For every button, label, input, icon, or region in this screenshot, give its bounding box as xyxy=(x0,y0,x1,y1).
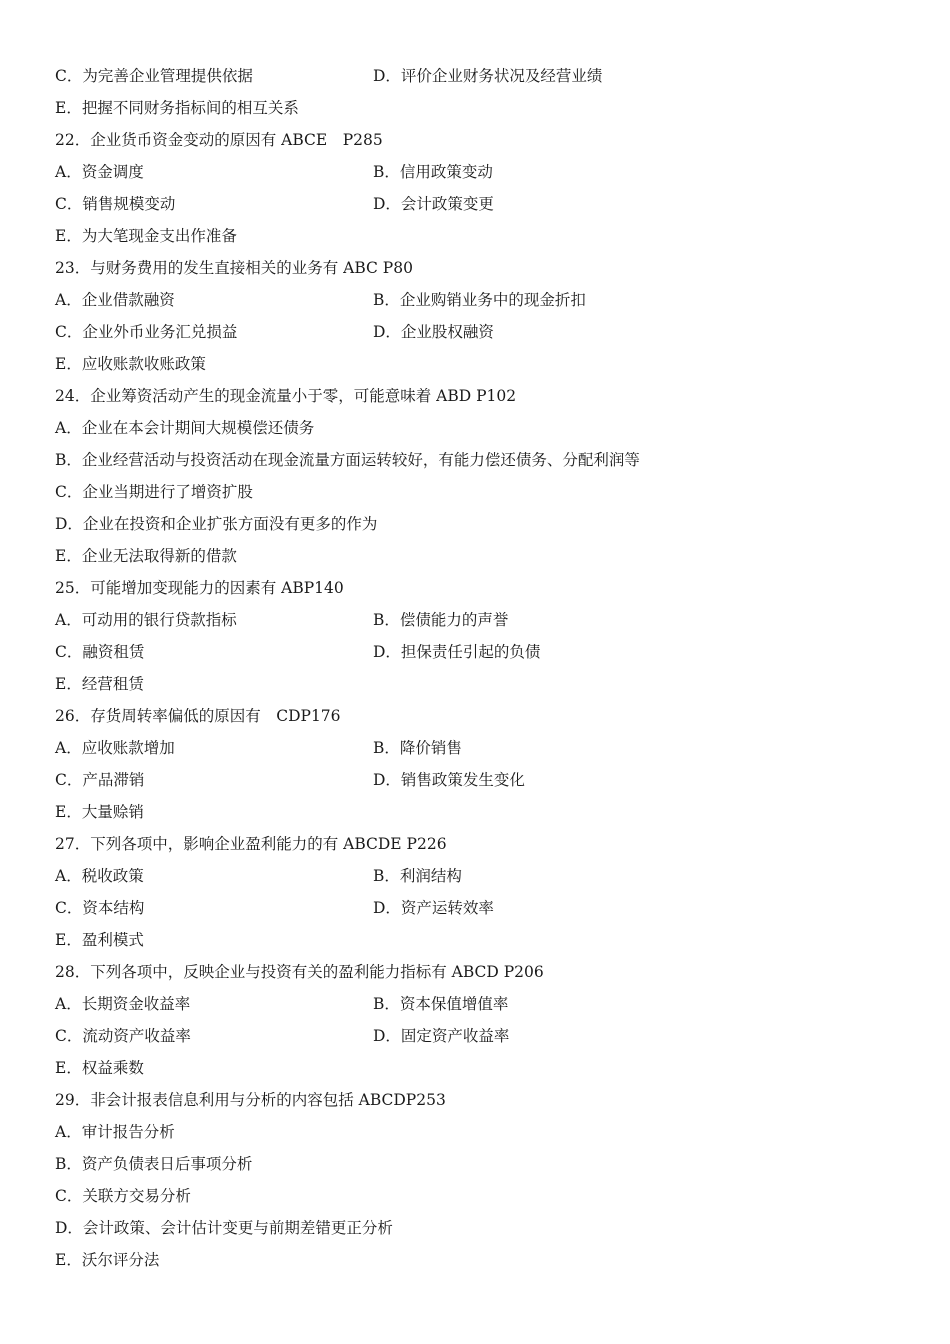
line-text-right: B．企业购销业务中的现金折扣 xyxy=(373,291,586,309)
text-line xyxy=(0,252,950,284)
line-text-right: B．降价销售 xyxy=(373,739,462,757)
line-text-left: 29．非会计报表信息利用与分析的内容包括 ABCDP253 xyxy=(55,1091,446,1109)
text-line xyxy=(0,380,950,412)
line-text-left: 24．企业筹资活动产生的现金流量小于零，可能意味着 ABD P102 xyxy=(55,387,517,405)
line-text-right: D．会计政策变更 xyxy=(373,195,494,213)
text-line xyxy=(0,1212,950,1244)
text-line xyxy=(0,412,950,444)
line-text-left: E．盈利模式 xyxy=(55,931,144,949)
line-text-left: A．企业在本会计期间大规模偿还债务 xyxy=(55,419,315,437)
line-text-left: 25．可能增加变现能力的因素有 ABP140 xyxy=(55,579,344,597)
line-text-right: B．偿债能力的声誉 xyxy=(373,611,509,629)
text-line xyxy=(0,604,950,636)
line-text-left: C．销售规模变动 xyxy=(55,195,176,213)
line-text-left: C．为完善企业管理提供依据 xyxy=(55,67,253,85)
text-line xyxy=(0,92,950,124)
text-line xyxy=(0,1020,950,1052)
line-text-left: 28．下列各项中，反映企业与投资有关的盈利能力指标有 ABCD P206 xyxy=(55,963,544,981)
text-line xyxy=(0,700,950,732)
line-text-right: B．利润结构 xyxy=(373,867,462,885)
text-line xyxy=(0,508,950,540)
line-text-left: A．资金调度 xyxy=(55,163,144,181)
text-line xyxy=(0,124,950,156)
text-line xyxy=(0,636,950,668)
line-text-left: 26．存货周转率偏低的原因有 CDP176 xyxy=(55,707,341,725)
document-body xyxy=(0,60,950,1276)
line-text-left: A．可动用的银行贷款指标 xyxy=(55,611,237,629)
text-line xyxy=(0,1084,950,1116)
text-line xyxy=(0,1148,950,1180)
line-text-right: D．担保责任引起的负债 xyxy=(373,643,541,661)
line-text-left: E．为大笔现金支出作准备 xyxy=(55,227,237,245)
line-text-left: E．应收账款收账政策 xyxy=(55,355,206,373)
line-text-left: E．经营租赁 xyxy=(55,675,144,693)
line-text-left: A．应收账款增加 xyxy=(55,739,175,757)
text-line xyxy=(0,540,950,572)
line-text-left: C．产品滞销 xyxy=(55,771,145,789)
line-text-left: 27．下列各项中，影响企业盈利能力的有 ABCDE P226 xyxy=(55,835,447,853)
line-text-left: B．企业经营活动与投资活动在现金流量方面运转较好，有能力偿还债务、分配利润等 xyxy=(55,451,640,469)
line-text-left: E．企业无法取得新的借款 xyxy=(55,547,237,565)
text-line xyxy=(0,476,950,508)
line-text-left: C．融资租赁 xyxy=(55,643,145,661)
text-line xyxy=(0,1052,950,1084)
text-line xyxy=(0,764,950,796)
line-text-left: C．企业外币业务汇兑损益 xyxy=(55,323,238,341)
text-line xyxy=(0,1244,950,1276)
line-text-right: D．固定资产收益率 xyxy=(373,1027,510,1045)
line-text-left: 22．企业货币资金变动的原因有 ABCE P285 xyxy=(55,131,383,149)
line-text-left: E．权益乘数 xyxy=(55,1059,144,1077)
text-line xyxy=(0,348,950,380)
text-line xyxy=(0,924,950,956)
line-text-left: E．沃尔评分法 xyxy=(55,1251,160,1269)
line-text-left: A．企业借款融资 xyxy=(55,291,175,309)
line-text-left: D．企业在投资和企业扩张方面没有更多的作为 xyxy=(55,515,378,533)
line-text-left: A．税收政策 xyxy=(55,867,144,885)
text-line xyxy=(0,988,950,1020)
line-text-left: 23．与财务费用的发生直接相关的业务有 ABC P80 xyxy=(55,259,413,277)
text-line xyxy=(0,732,950,764)
line-text-left: E．大量赊销 xyxy=(55,803,144,821)
text-line xyxy=(0,796,950,828)
text-line xyxy=(0,1180,950,1212)
text-line xyxy=(0,892,950,924)
line-text-left: C．资本结构 xyxy=(55,899,145,917)
text-line xyxy=(0,188,950,220)
line-text-left: C．企业当期进行了增资扩股 xyxy=(55,483,253,501)
text-line xyxy=(0,1116,950,1148)
line-text-right: D．企业股权融资 xyxy=(373,323,494,341)
text-line xyxy=(0,828,950,860)
line-text-left: C．关联方交易分析 xyxy=(55,1187,191,1205)
line-text-left: B．资产负债表日后事项分析 xyxy=(55,1155,253,1173)
text-line xyxy=(0,956,950,988)
text-line xyxy=(0,860,950,892)
text-line xyxy=(0,60,950,92)
line-text-right: B．资本保值增值率 xyxy=(373,995,509,1013)
line-text-left: C．流动资产收益率 xyxy=(55,1027,191,1045)
text-line xyxy=(0,220,950,252)
text-line xyxy=(0,572,950,604)
line-text-right: D．评价企业财务状况及经营业绩 xyxy=(373,67,603,85)
line-text-left: D．会计政策、会计估计变更与前期差错更正分析 xyxy=(55,1219,393,1237)
line-text-left: A．长期资金收益率 xyxy=(55,995,191,1013)
line-text-left: A．审计报告分析 xyxy=(55,1123,175,1141)
text-line xyxy=(0,444,950,476)
line-text-right: D．资产运转效率 xyxy=(373,899,494,917)
line-text-left: E．把握不同财务指标间的相互关系 xyxy=(55,99,299,117)
line-text-right: D．销售政策发生变化 xyxy=(373,771,525,789)
line-text-right: B．信用政策变动 xyxy=(373,163,493,181)
text-line xyxy=(0,156,950,188)
text-line xyxy=(0,668,950,700)
text-line xyxy=(0,284,950,316)
text-line xyxy=(0,316,950,348)
